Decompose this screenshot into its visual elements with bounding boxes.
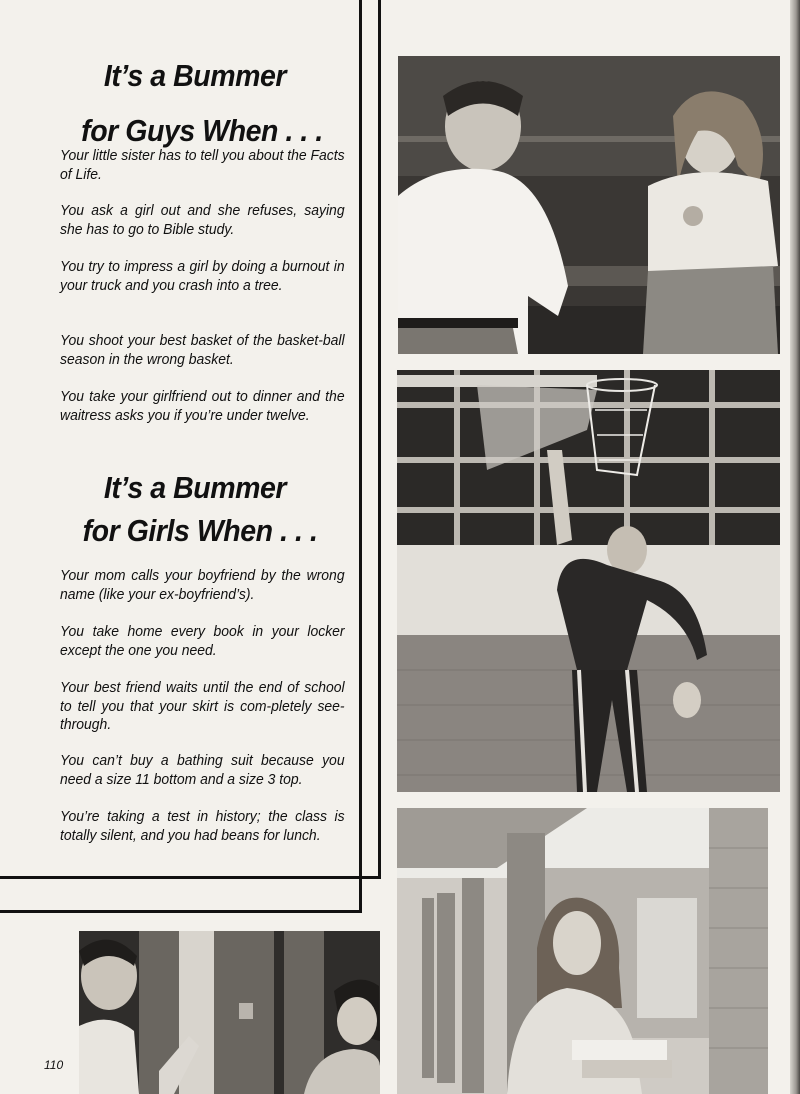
girls-item-4: You can’t buy a bathing suit because you need a size 11 bottom and a size 3 top. (60, 752, 345, 788)
guys-item-2: You ask a girl out and she refuses, saying she has to go to Bible study. (60, 202, 345, 238)
guys-item-3: You try to impress a girl by doing a burnout in your truck and you crash into a tree. (60, 258, 345, 294)
photo-girl-shooting-basketball (397, 370, 780, 792)
photo-girl-outside-school (397, 808, 768, 1094)
guys-item-1: Your little sister has to tell you about the Facts of Life. (60, 147, 345, 183)
photo-boy-and-girl-talking (398, 56, 780, 354)
photo-lockers (79, 931, 380, 1094)
girls-item-2: You take home every book in your locker except the one you need. (60, 623, 345, 659)
girls-heading-line1: It’s a Bummer (103, 470, 287, 505)
guys-heading-line1: It’s a Bummer (103, 58, 287, 93)
girls-item-1: Your mom calls your boyfriend by the wrong name (like your ex-boyfriend’s). (60, 567, 345, 603)
page-number: 110 (44, 1058, 64, 1072)
page-edge-shadow (790, 0, 800, 1094)
guys-heading-line2: for Guys When . . . (81, 113, 323, 148)
girls-heading-line2: for Girls When . . . (82, 513, 318, 548)
guys-item-5: You take your girlfriend out to dinner and the waitress asks you if you’re under twelve. (60, 388, 345, 424)
guys-item-4: You shoot your best basket of the basket-ball season in the wrong basket. (60, 332, 345, 368)
girls-item-5: You’re taking a test in history; the class is totally silent, and you had beans for lunch. (60, 808, 345, 844)
girls-item-3: Your best friend waits until the end of school to tell you that your skirt is com-pletely see-through. (60, 679, 345, 733)
